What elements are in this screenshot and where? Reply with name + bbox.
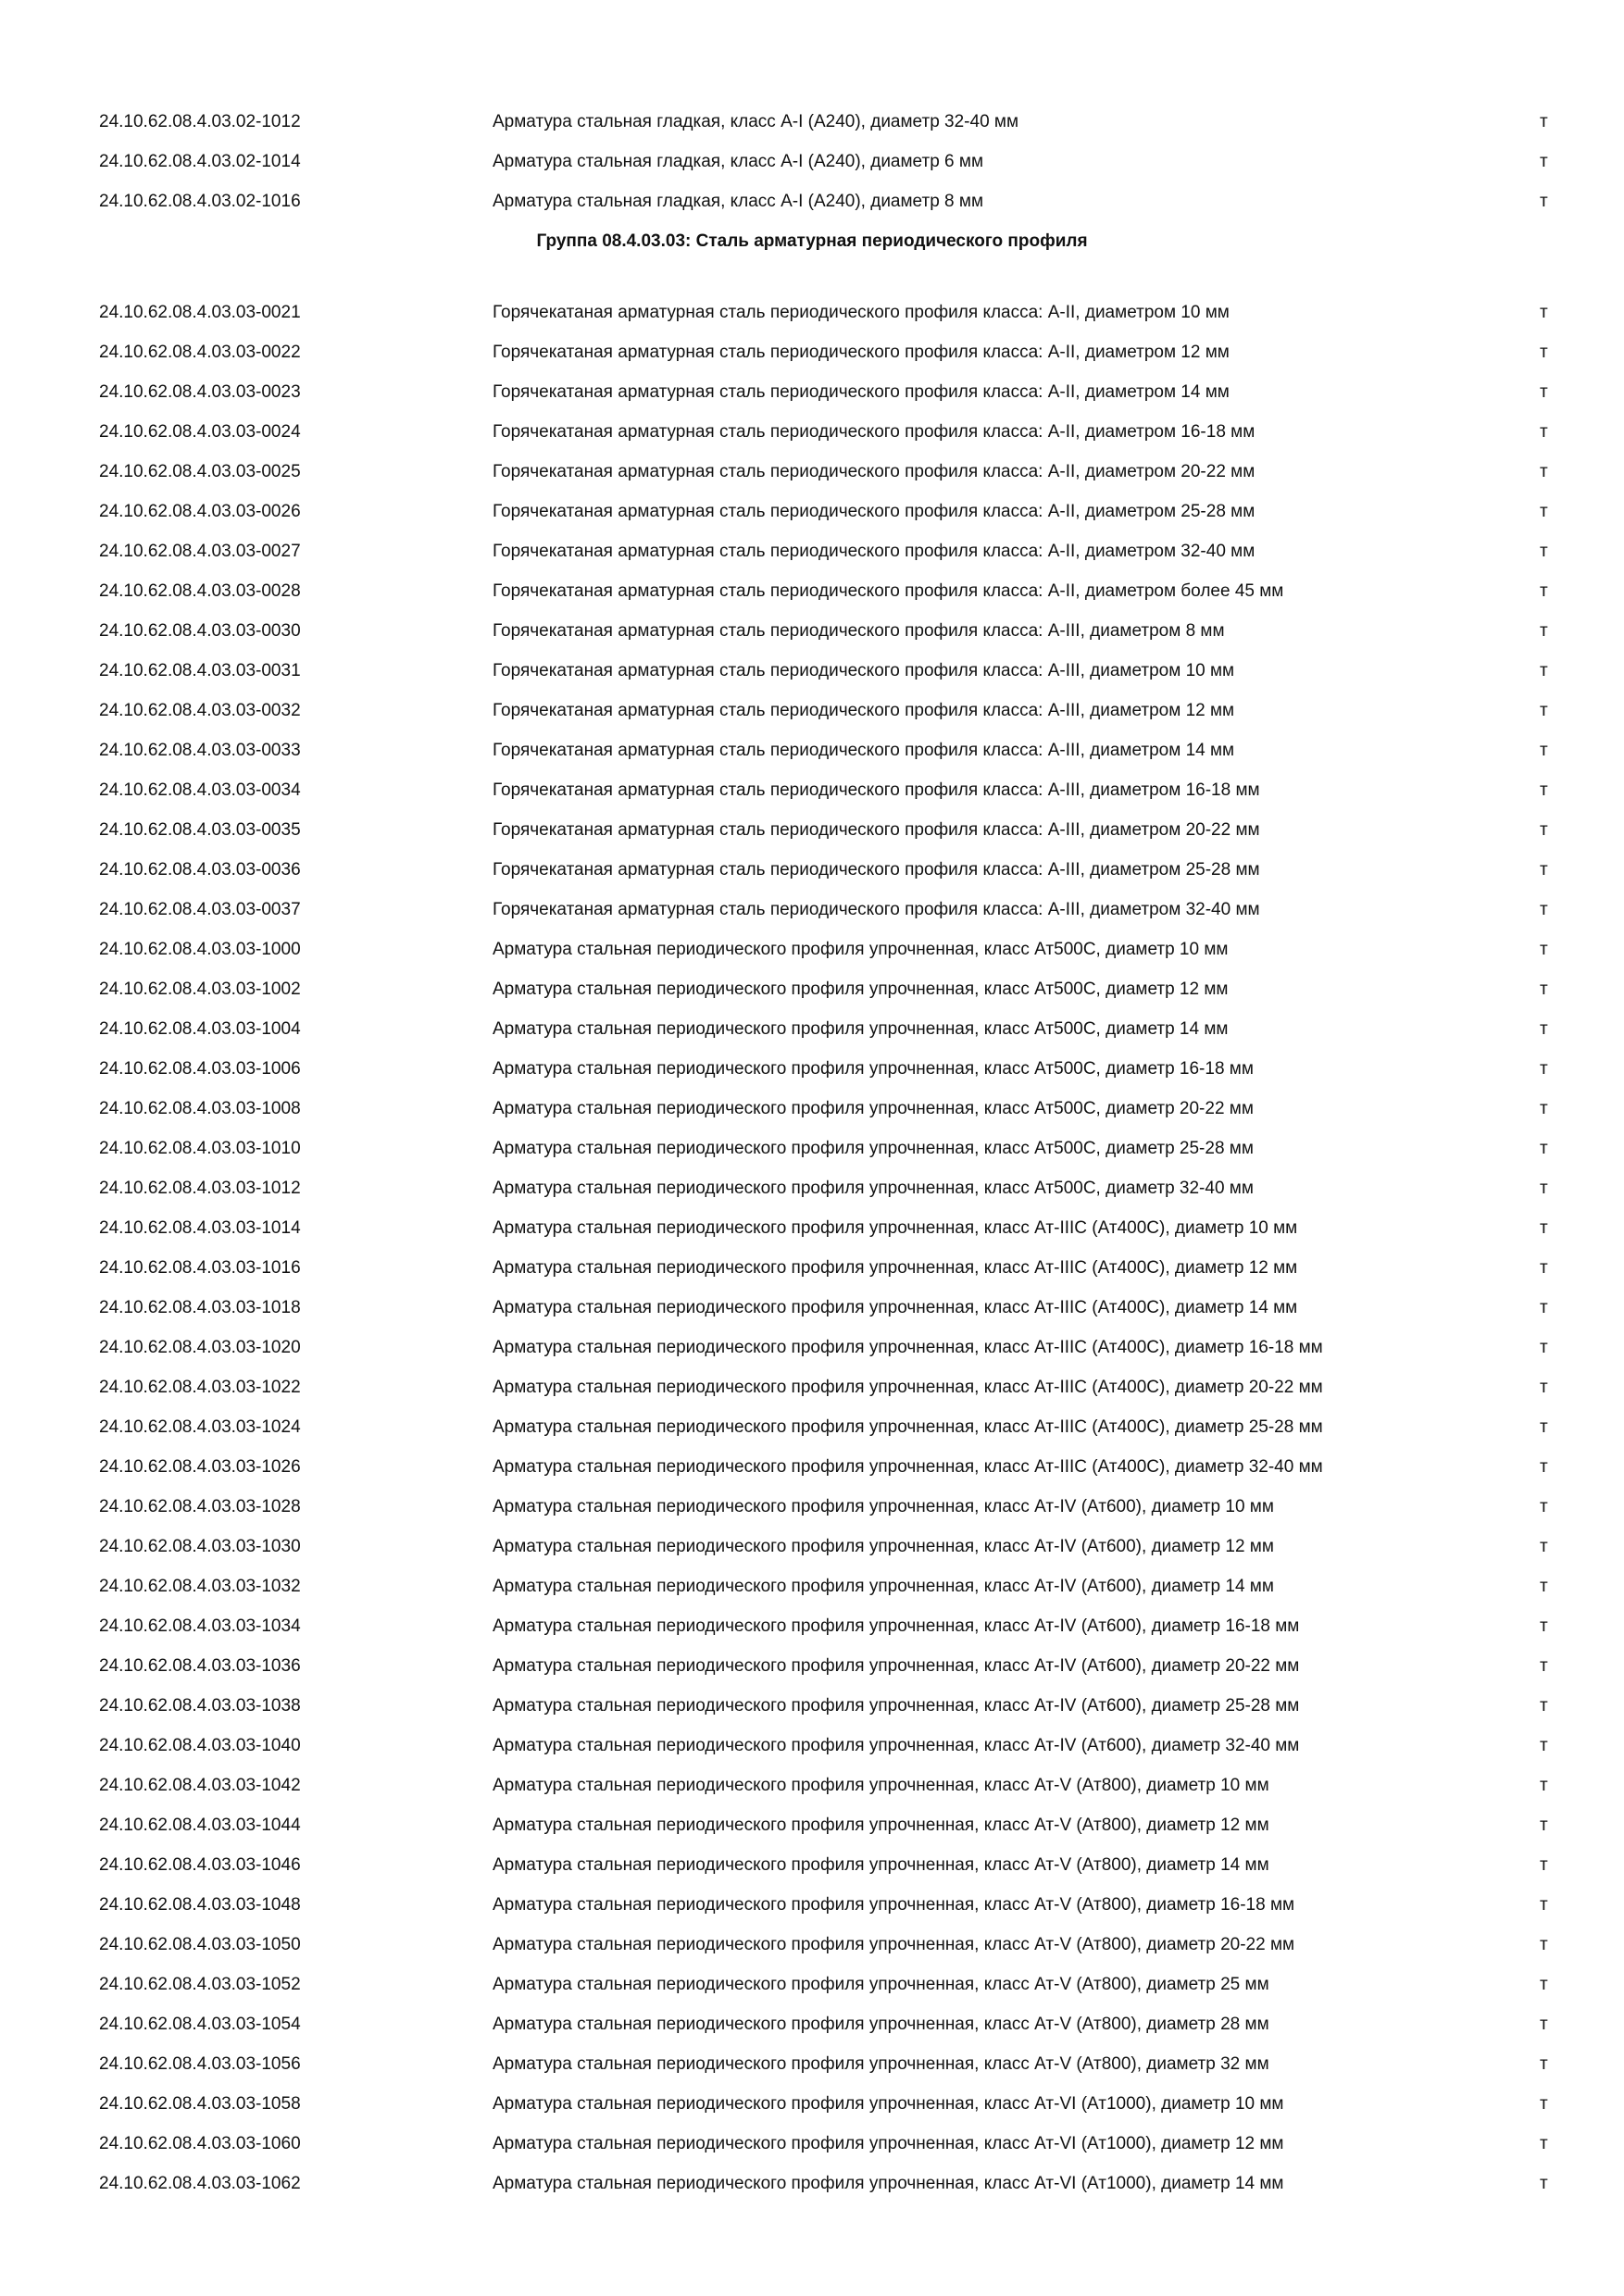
material-name: Арматура стальная гладкая, класс А-I (А240), диаметр 6 мм [493,152,984,171]
table-row [0,140,1624,180]
table-row [0,649,1624,689]
material-code: 24.10.62.08.4.03.02-1014 [99,152,301,171]
group-title: Группа 08.4.03.03: Сталь арматурная периодического профиля [536,231,1088,251]
unit-of-measure: т [1540,112,1548,131]
table-row [0,729,1624,768]
material-name: Горячекатаная арматурная сталь периодического профиля класса: А-III, диаметром 14 мм [493,741,1235,760]
group-heading [0,219,1624,291]
material-name: Арматура стальная периодического профиля упрочненная, класс Ат500С, диаметр 20-22 мм [493,1099,1254,1118]
material-name: Арматура стальная периодического профиля упрочненная, класс Ат-VI (Ат1000), диаметр 14 мм [493,2174,1284,2193]
unit-of-measure: т [1540,1616,1548,1636]
table-row [0,1405,1624,1445]
table-row [0,2082,1624,2122]
table-row [0,1007,1624,1047]
unit-of-measure: т [1540,422,1548,442]
material-name: Арматура стальная периодического профиля упрочненная, класс Ат-V (Ат800), диаметр 10 мм [493,1776,1269,1795]
unit-of-measure: т [1540,2174,1548,2193]
unit-of-measure: т [1540,343,1548,362]
material-code: 24.10.62.08.4.03.03-0034 [99,780,301,800]
material-code: 24.10.62.08.4.03.03-1012 [99,1179,301,1198]
material-code: 24.10.62.08.4.03.03-0033 [99,741,301,760]
material-code: 24.10.62.08.4.03.03-1052 [99,1975,301,1994]
table-row [0,1565,1624,1604]
unit-of-measure: т [1540,1298,1548,1317]
material-code: 24.10.62.08.4.03.03-1002 [99,980,301,999]
table-row [0,928,1624,967]
table-row [0,370,1624,410]
material-code: 24.10.62.08.4.03.03-1046 [99,1855,301,1875]
material-code: 24.10.62.08.4.03.03-1018 [99,1298,301,1317]
material-code: 24.10.62.08.4.03.03-0021 [99,303,301,322]
table-row [0,1127,1624,1167]
material-name: Арматура стальная периодического профиля упрочненная, класс Ат-IIIС (Ат400С), диаметр 12 мм [493,1258,1298,1278]
unit-of-measure: т [1540,1935,1548,1954]
material-name: Горячекатаная арматурная сталь периодического профиля класса: А-III, диаметром 16-18 мм [493,780,1260,800]
table-row [0,689,1624,729]
table-row [0,1803,1624,1843]
table-row [0,888,1624,928]
unit-of-measure: т [1540,2094,1548,2114]
table-row [0,530,1624,569]
unit-of-measure: т [1540,1059,1548,1079]
unit-of-measure: т [1540,780,1548,800]
material-code: 24.10.62.08.4.03.03-1034 [99,1616,301,1636]
table-row [0,1445,1624,1485]
material-code: 24.10.62.08.4.03.03-0023 [99,382,301,402]
material-code: 24.10.62.08.4.03.02-1016 [99,192,301,211]
table-row [0,1963,1624,2003]
material-name: Горячекатаная арматурная сталь периодического профиля класса: А-II, диаметром 10 мм [493,303,1230,322]
table-row [0,768,1624,808]
table-row [0,967,1624,1007]
unit-of-measure: т [1540,502,1548,521]
material-code: 24.10.62.08.4.03.03-1050 [99,1935,301,1954]
table-row [0,331,1624,370]
unit-of-measure: т [1540,192,1548,211]
unit-of-measure: т [1540,1139,1548,1158]
material-code: 24.10.62.08.4.03.03-1038 [99,1696,301,1716]
table-row [0,1167,1624,1206]
unit-of-measure: т [1540,621,1548,641]
material-code: 24.10.62.08.4.03.03-0025 [99,462,301,481]
table-row [0,609,1624,649]
table-row [0,450,1624,490]
material-code: 24.10.62.08.4.03.03-1020 [99,1338,301,1357]
table-row [0,1286,1624,1326]
material-name: Горячекатаная арматурная сталь периодического профиля класса: А-II, диаметром 20-22 мм [493,462,1255,481]
unit-of-measure: т [1540,542,1548,561]
material-code: 24.10.62.08.4.03.03-0037 [99,900,301,919]
unit-of-measure: т [1540,1497,1548,1516]
table-row [0,2003,1624,2042]
material-name: Арматура стальная периодического профиля упрочненная, класс Ат500С, диаметр 10 мм [493,940,1229,959]
material-code: 24.10.62.08.4.03.03-1028 [99,1497,301,1516]
material-code: 24.10.62.08.4.03.03-1022 [99,1378,301,1397]
material-code: 24.10.62.08.4.03.03-1014 [99,1218,301,1238]
unit-of-measure: т [1540,741,1548,760]
unit-of-measure: т [1540,1019,1548,1039]
table-row [0,569,1624,609]
material-name: Арматура стальная периодического профиля упрочненная, класс Ат-IIIС (Ат400С), диаметр 10 мм [493,1218,1298,1238]
material-code: 24.10.62.08.4.03.03-1054 [99,2015,301,2034]
table-row [0,291,1624,331]
material-name: Арматура стальная периодического профиля упрочненная, класс Ат-V (Ат800), диаметр 14 мм [493,1855,1269,1875]
material-name: Арматура стальная периодического профиля упрочненная, класс Ат-V (Ат800), диаметр 32 мм [493,2054,1269,2074]
material-name: Арматура стальная периодического профиля упрочненная, класс Ат500С, диаметр 25-28 мм [493,1139,1254,1158]
material-code: 24.10.62.08.4.03.03-1000 [99,940,301,959]
material-name: Арматура стальная периодического профиля упрочненная, класс Ат-IV (Ат600), диаметр 32-40 мм [493,1736,1300,1755]
material-name: Арматура стальная периодического профиля упрочненная, класс Ат-V (Ат800), диаметр 28 мм [493,2015,1269,2034]
material-name: Арматура стальная периодического профиля упрочненная, класс Ат-IIIС (Ат400С), диаметр 14 мм [493,1298,1298,1317]
material-name: Горячекатаная арматурная сталь периодического профиля класса: А-II, диаметром 32-40 мм [493,542,1255,561]
table-row [0,1246,1624,1286]
material-code: 24.10.62.08.4.03.03-1026 [99,1457,301,1477]
table-row [0,1485,1624,1525]
material-name: Арматура стальная гладкая, класс А-I (А240), диаметр 8 мм [493,192,984,211]
unit-of-measure: т [1540,1099,1548,1118]
table-row [0,1923,1624,1963]
material-name: Арматура стальная периодического профиля упрочненная, класс Ат-IV (Ат600), диаметр 16-18 мм [493,1616,1300,1636]
material-name: Горячекатаная арматурная сталь периодического профиля класса: А-III, диаметром 10 мм [493,661,1235,680]
material-code: 24.10.62.08.4.03.03-1016 [99,1258,301,1278]
table-row [0,100,1624,140]
material-name: Арматура стальная периодического профиля упрочненная, класс Ат-IIIС (Ат400С), диаметр 32-40 мм [493,1457,1323,1477]
material-code: 24.10.62.08.4.03.03-0031 [99,661,301,680]
table-row [0,1525,1624,1565]
unit-of-measure: т [1540,1816,1548,1835]
material-code: 24.10.62.08.4.03.03-1036 [99,1656,301,1676]
table-row [0,1047,1624,1087]
table-row [0,1604,1624,1644]
material-code: 24.10.62.08.4.03.03-1010 [99,1139,301,1158]
material-name: Арматура стальная периодического профиля упрочненная, класс Ат-VI (Ат1000), диаметр 12 мм [493,2134,1284,2153]
unit-of-measure: т [1540,820,1548,840]
table-row [0,1883,1624,1923]
material-name: Горячекатаная арматурная сталь периодического профиля класса: А-III, диаметром 32-40 мм [493,900,1260,919]
table-row [0,1843,1624,1883]
table-row [0,490,1624,530]
material-name: Арматура стальная периодического профиля упрочненная, класс Ат-IV (Ат600), диаметр 25-28 мм [493,1696,1300,1716]
unit-of-measure: т [1540,1457,1548,1477]
material-name: Горячекатаная арматурная сталь периодического профиля класса: А-II, диаметром 25-28 мм [493,502,1255,521]
unit-of-measure: т [1540,581,1548,601]
material-code: 24.10.62.08.4.03.03-0035 [99,820,301,840]
material-code: 24.10.62.08.4.03.03-1058 [99,2094,301,2114]
table-row [0,1326,1624,1366]
material-name: Арматура стальная периодического профиля упрочненная, класс Ат500С, диаметр 32-40 мм [493,1179,1254,1198]
unit-of-measure: т [1540,2015,1548,2034]
material-code: 24.10.62.08.4.03.03-1062 [99,2174,301,2193]
material-code: 24.10.62.08.4.03.03-1030 [99,1537,301,1556]
material-name: Арматура стальная периодического профиля упрочненная, класс Ат-V (Ат800), диаметр 16-18 мм [493,1895,1295,1915]
material-code: 24.10.62.08.4.03.03-1006 [99,1059,301,1079]
unit-of-measure: т [1540,1656,1548,1676]
material-code: 24.10.62.08.4.03.03-1056 [99,2054,301,2074]
material-code: 24.10.62.08.4.03.03-1024 [99,1417,301,1437]
material-code: 24.10.62.08.4.03.03-1040 [99,1736,301,1755]
unit-of-measure: т [1540,303,1548,322]
table-row [0,1684,1624,1724]
material-name: Горячекатаная арматурная сталь периодического профиля класса: А-III, диаметром 12 мм [493,701,1235,720]
table-row [0,1366,1624,1405]
material-code: 24.10.62.08.4.03.03-0032 [99,701,301,720]
unit-of-measure: т [1540,1218,1548,1238]
table-row [0,1644,1624,1684]
table-row [0,848,1624,888]
material-name: Арматура стальная периодического профиля упрочненная, класс Ат-IV (Ат600), диаметр 12 мм [493,1537,1274,1556]
material-code: 24.10.62.08.4.03.03-0030 [99,621,301,641]
material-name: Арматура стальная периодического профиля упрочненная, класс Ат-IV (Ат600), диаметр 10 мм [493,1497,1274,1516]
unit-of-measure: т [1540,1776,1548,1795]
unit-of-measure: т [1540,1417,1548,1437]
unit-of-measure: т [1540,661,1548,680]
material-name: Арматура стальная периодического профиля упрочненная, класс Ат-V (Ат800), диаметр 20-22 мм [493,1935,1295,1954]
material-code: 24.10.62.08.4.03.03-1044 [99,1816,301,1835]
material-name: Арматура стальная периодического профиля упрочненная, класс Ат-IV (Ат600), диаметр 14 мм [493,1577,1274,1596]
unit-of-measure: т [1540,1975,1548,1994]
unit-of-measure: т [1540,940,1548,959]
material-code: 24.10.62.08.4.03.03-1032 [99,1577,301,1596]
table-row [0,2162,1624,2202]
material-name: Арматура стальная периодического профиля упрочненная, класс Ат500С, диаметр 14 мм [493,1019,1229,1039]
unit-of-measure: т [1540,1179,1548,1198]
table-row [0,1724,1624,1764]
table-row [0,808,1624,848]
material-code: 24.10.62.08.4.03.03-1042 [99,1776,301,1795]
unit-of-measure: т [1540,152,1548,171]
material-code: 24.10.62.08.4.03.03-1060 [99,2134,301,2153]
table-row [0,1206,1624,1246]
unit-of-measure: т [1540,2134,1548,2153]
material-code: 24.10.62.08.4.03.03-0027 [99,542,301,561]
material-code: 24.10.62.08.4.03.03-1048 [99,1895,301,1915]
material-name: Горячекатаная арматурная сталь периодического профиля класса: А-II, диаметром 12 мм [493,343,1230,362]
material-name: Горячекатаная арматурная сталь периодического профиля класса: А-III, диаметром 8 мм [493,621,1225,641]
unit-of-measure: т [1540,900,1548,919]
material-name: Арматура стальная периодического профиля упрочненная, класс Ат-IV (Ат600), диаметр 20-22 мм [493,1656,1300,1676]
material-name: Арматура стальная гладкая, класс А-I (А240), диаметр 32-40 мм [493,112,1019,131]
unit-of-measure: т [1540,1258,1548,1278]
table-row [0,2122,1624,2162]
material-code: 24.10.62.08.4.03.03-0036 [99,860,301,880]
unit-of-measure: т [1540,1378,1548,1397]
material-name: Горячекатаная арматурная сталь периодического профиля класса: А-II, диаметром 16-18 мм [493,422,1255,442]
unit-of-measure: т [1540,980,1548,999]
material-name: Горячекатаная арматурная сталь периодического профиля класса: А-III, диаметром 20-22 мм [493,820,1260,840]
unit-of-measure: т [1540,1736,1548,1755]
unit-of-measure: т [1540,1577,1548,1596]
material-code: 24.10.62.08.4.03.03-0026 [99,502,301,521]
unit-of-measure: т [1540,462,1548,481]
material-name: Арматура стальная периодического профиля упрочненная, класс Ат-IIIС (Ат400С), диаметр 20-22 мм [493,1378,1323,1397]
material-name: Арматура стальная периодического профиля упрочненная, класс Ат500С, диаметр 16-18 мм [493,1059,1254,1079]
unit-of-measure: т [1540,1338,1548,1357]
material-name: Арматура стальная периодического профиля упрочненная, класс Ат-IIIС (Ат400С), диаметр 25-28 мм [493,1417,1323,1437]
unit-of-measure: т [1540,2054,1548,2074]
unit-of-measure: т [1540,382,1548,402]
unit-of-measure: т [1540,1855,1548,1875]
unit-of-measure: т [1540,1537,1548,1556]
material-name: Горячекатаная арматурная сталь периодического профиля класса: А-II, диаметром более 45 мм [493,581,1284,601]
unit-of-measure: т [1540,1895,1548,1915]
material-name: Горячекатаная арматурная сталь периодического профиля класса: А-II, диаметром 14 мм [493,382,1230,402]
table-row [0,1764,1624,1803]
table-row [0,2042,1624,2082]
material-code: 24.10.62.08.4.03.02-1012 [99,112,301,131]
material-code: 24.10.62.08.4.03.03-1008 [99,1099,301,1118]
table-row [0,180,1624,219]
material-code: 24.10.62.08.4.03.03-1004 [99,1019,301,1039]
material-name: Арматура стальная периодического профиля упрочненная, класс Ат-IIIС (Ат400С), диаметр 16-18 мм [493,1338,1323,1357]
material-name: Арматура стальная периодического профиля упрочненная, класс Ат-V (Ат800), диаметр 12 мм [493,1816,1269,1835]
unit-of-measure: т [1540,701,1548,720]
material-code: 24.10.62.08.4.03.03-0024 [99,422,301,442]
material-code: 24.10.62.08.4.03.03-0022 [99,343,301,362]
material-code: 24.10.62.08.4.03.03-0028 [99,581,301,601]
price-list-table [0,100,1624,2202]
unit-of-measure: т [1540,860,1548,880]
unit-of-measure: т [1540,1696,1548,1716]
table-row [0,410,1624,450]
material-name: Горячекатаная арматурная сталь периодического профиля класса: А-III, диаметром 25-28 мм [493,860,1260,880]
table-row [0,1087,1624,1127]
material-name: Арматура стальная периодического профиля упрочненная, класс Ат500С, диаметр 12 мм [493,980,1229,999]
material-name: Арматура стальная периодического профиля упрочненная, класс Ат-V (Ат800), диаметр 25 мм [493,1975,1269,1994]
material-name: Арматура стальная периодического профиля упрочненная, класс Ат-VI (Ат1000), диаметр 10 мм [493,2094,1284,2114]
